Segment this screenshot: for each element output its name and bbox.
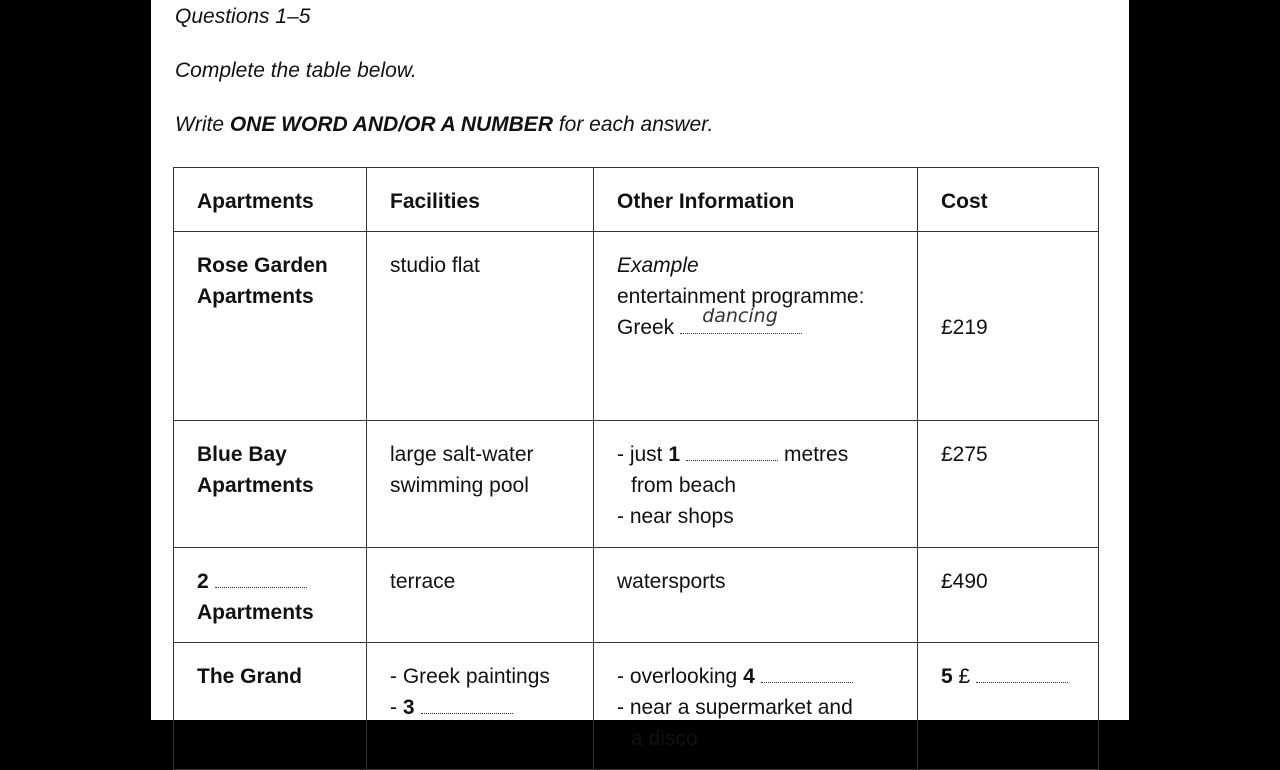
apartment-name-cont: Apartments: [197, 601, 314, 624]
questions-heading: Questions 1–5: [175, 5, 311, 28]
other-info-cell: watersports: [594, 548, 918, 643]
answer-blank-2[interactable]: [215, 569, 307, 588]
facility-line: large salt-water: [390, 443, 534, 466]
bullet-text: - overlooking: [617, 665, 744, 688]
apartment-name: The Grand: [197, 665, 303, 688]
question-number: 4: [743, 665, 755, 688]
answer-blank-4[interactable]: [761, 664, 853, 683]
header-other-information: Other Information: [594, 168, 918, 232]
answer-blank-1[interactable]: [686, 442, 778, 461]
question-number: 1: [668, 443, 681, 466]
table-header-row: [174, 168, 1099, 232]
cost-cell: £490: [918, 548, 1099, 643]
header-facilities: Facilities: [367, 168, 594, 232]
facilities-cell: [367, 421, 594, 548]
cost-line: [941, 661, 1098, 692]
question-number: 5: [941, 665, 953, 688]
header-apartments: Apartments: [174, 168, 367, 232]
bullet-item: - Greek paintings: [390, 665, 550, 688]
apartment-name: Blue Bay: [197, 443, 287, 466]
other-info-cell: [594, 643, 918, 770]
currency-symbol: £: [952, 665, 971, 688]
bullet-item: - near shops: [617, 505, 734, 528]
header-cost: Cost: [918, 168, 1099, 232]
answer-blank-5[interactable]: [976, 664, 1068, 683]
facility-line: swimming pool: [390, 474, 529, 497]
other-info-line: entertainment programme:: [617, 285, 865, 308]
apartment-cell: [174, 643, 367, 770]
bullet-continuation: a disco: [631, 727, 698, 750]
table-row: [174, 643, 1099, 770]
bullet-text: metres: [784, 443, 849, 466]
bullet-continuation: from beach: [631, 474, 737, 497]
cost-cell: [918, 643, 1099, 770]
bullet-item: [390, 692, 593, 723]
table-row: [174, 548, 1099, 643]
worksheet-page: [151, 0, 1129, 750]
apartment-cell: [174, 232, 367, 421]
table-row: [174, 421, 1099, 548]
apartment-cell: [174, 548, 367, 643]
facilities-cell: terrace: [367, 548, 594, 643]
facilities-cell: studio flat: [367, 232, 594, 421]
table-row: [174, 232, 1099, 421]
instruction-write-emphasis: ONE WORD AND/OR A NUMBER: [229, 113, 553, 136]
question-number: 3: [402, 696, 415, 719]
bullet-item: [617, 439, 917, 470]
apartment-cell: [174, 421, 367, 548]
example-label: Example: [617, 254, 699, 277]
instruction-complete: Complete the table below.: [175, 59, 417, 82]
bullet-text: -: [390, 696, 403, 719]
other-info-line: [617, 305, 917, 343]
apartment-name: Rose Garden: [197, 254, 328, 277]
instruction-write-suffix: for each answer.: [552, 113, 714, 136]
example-answer-blank: [680, 305, 802, 334]
apartments-table: [173, 167, 1099, 770]
example-answer: dancing: [702, 305, 778, 327]
bullet-item: [617, 661, 917, 692]
bullet-text: - just: [617, 443, 669, 466]
question-number: 2: [197, 570, 209, 593]
cost-cell: £219: [918, 232, 1099, 421]
answer-blank-3[interactable]: [421, 695, 513, 714]
facilities-cell: [367, 643, 594, 770]
cost-cell: £275: [918, 421, 1099, 548]
other-info-text: Greek: [617, 316, 675, 339]
instruction-write: [175, 114, 713, 135]
instruction-write-prefix: Write: [175, 113, 230, 136]
apartment-name-cont: Apartments: [197, 474, 314, 497]
apartment-name-blank-line: [197, 566, 366, 597]
other-info-cell: [594, 232, 918, 421]
other-info-cell: [594, 421, 918, 548]
bullet-item: - near a supermarket and: [617, 696, 853, 719]
apartment-name-cont: Apartments: [197, 285, 314, 308]
